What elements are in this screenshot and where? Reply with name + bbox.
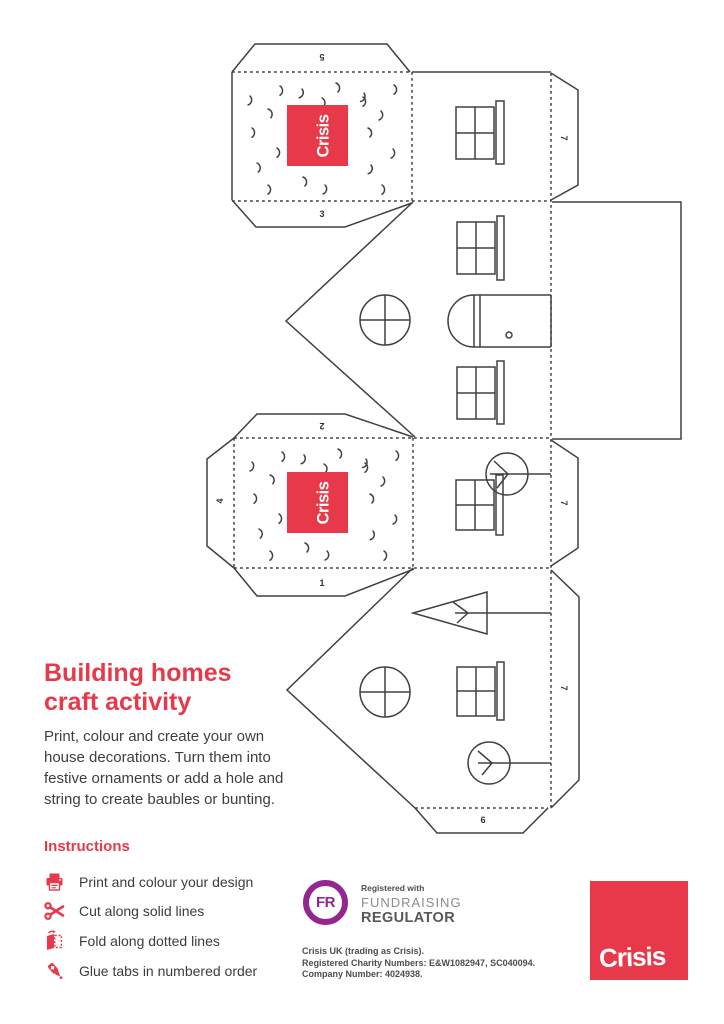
- glue-tab-number-7b: 7: [559, 500, 569, 506]
- glue-icon: [44, 960, 68, 982]
- crisis-roof-logo-text: Crisis: [314, 481, 333, 524]
- crescent-mark: [363, 97, 366, 106]
- instructions-heading: Instructions: [44, 838, 130, 855]
- house1-features: [360, 101, 551, 424]
- legal-line: Company Number: 4024938.: [302, 969, 423, 980]
- crescent-mark: [381, 477, 385, 487]
- crescent-mark: [250, 462, 254, 472]
- fr-circle-logo: [303, 880, 348, 925]
- glue-tab-number-7c: 7: [559, 685, 569, 691]
- instructions-section: [44, 838, 257, 985]
- regulator-label: REGULATOR: [361, 910, 456, 926]
- crescent-mark: [370, 531, 375, 541]
- legal-text: [302, 946, 535, 981]
- window-sill: [496, 101, 504, 164]
- instruction-label: Fold along dotted lines: [79, 932, 220, 949]
- fundraising-label: FUNDRAISING: [361, 895, 462, 910]
- crescent-mark: [325, 551, 329, 561]
- fr-badge-text: [361, 880, 462, 926]
- crescent-mark: [393, 515, 397, 525]
- instructions-list: [44, 867, 257, 985]
- crisis-roof-logo-2: [287, 472, 348, 533]
- title-line-2: craft activity: [44, 688, 192, 716]
- fold-icon: [44, 930, 68, 952]
- crescent-mark: [268, 185, 271, 194]
- legal-line: Registered Charity Numbers: E&W1082947, SC040094.: [302, 957, 536, 968]
- pine-tree-gable2: [413, 592, 551, 634]
- registered-with-label: Registered with: [361, 883, 425, 893]
- crescent-mark: [368, 165, 373, 175]
- crescent-mark: [305, 542, 309, 552]
- crescent-mark: [270, 474, 275, 484]
- gable2-outline: [287, 568, 415, 808]
- intro-body-line: string to create baubles or bunting.: [44, 791, 275, 808]
- crescent-mark: [370, 493, 374, 503]
- crescent-mark: [391, 149, 395, 159]
- crescent-mark: [379, 111, 383, 121]
- glue-tab-number-5: 5: [319, 52, 325, 62]
- title-line-1: Building homes: [44, 659, 232, 687]
- crisis-logo: [590, 881, 688, 980]
- crescent-mark: [279, 514, 282, 523]
- crescent-mark: [299, 89, 304, 99]
- scissors-icon: [44, 900, 68, 922]
- fundraising-regulator-badge: [303, 880, 462, 926]
- glue-tab-number-6: 6: [480, 815, 486, 825]
- crescent-mark: [365, 463, 368, 472]
- instruction-label: Print and colour your design: [79, 873, 254, 890]
- crescent-mark: [384, 551, 387, 560]
- intro-section: [44, 659, 283, 810]
- crisis-roof-logo-text: Crisis: [314, 114, 333, 157]
- glue-tab-number-2: 2: [319, 421, 325, 431]
- crescent-mark: [338, 448, 342, 458]
- instruction-item-fold: [44, 926, 257, 956]
- crescent-mark: [303, 176, 307, 186]
- window-gable1-lower: [457, 361, 504, 424]
- window-gable1-upper: [457, 216, 504, 280]
- intro-body: [44, 726, 283, 810]
- instruction-item-cut: [44, 897, 257, 927]
- round-window-gable1: [360, 295, 410, 345]
- crisis-roof-logo-1: [287, 105, 348, 166]
- crescent-mark: [368, 127, 372, 137]
- window-sill: [497, 361, 504, 424]
- intro-body-line: festive ornaments or add a hole and: [44, 770, 284, 787]
- instruction-item-glue: [44, 956, 257, 986]
- crescent-mark: [248, 96, 252, 106]
- crescent-mark: [268, 108, 273, 118]
- intro-body-line: house decorations. Turn them into: [44, 749, 271, 766]
- crescent-mark: [277, 148, 280, 157]
- crescent-mark: [396, 451, 399, 460]
- window-sill: [497, 216, 504, 280]
- crescent-mark: [394, 85, 397, 94]
- roof-flap-outline: [552, 202, 681, 439]
- crescent-mark: [254, 494, 257, 503]
- instruction-label: Glue tabs in numbered order: [79, 962, 258, 979]
- crisis-logo-text: Crisis: [598, 940, 666, 974]
- crescent-mark: [280, 86, 283, 95]
- bush-gable2: [468, 742, 551, 784]
- crescent-mark: [270, 551, 273, 560]
- door-knob: [506, 332, 512, 338]
- crescent-mark: [323, 185, 327, 195]
- fr-initials: FR: [316, 894, 335, 911]
- instruction-label: Cut along solid lines: [79, 903, 205, 920]
- house2-features: [360, 453, 551, 784]
- front-door: [448, 295, 551, 347]
- glue-tab-number-3: 3: [319, 209, 325, 219]
- intro-body-line: Print, colour and create your own: [44, 728, 265, 745]
- glue-tab-number-4: 4: [215, 498, 225, 504]
- page-title: [44, 659, 283, 717]
- crescent-mark: [301, 455, 306, 465]
- printer-icon: [44, 871, 68, 893]
- window-sill: [497, 662, 504, 720]
- legal-line: Crisis UK (trading as Crisis).: [302, 946, 425, 956]
- crescent-mark: [336, 82, 340, 92]
- crescent-mark: [259, 529, 263, 538]
- window-gable2: [457, 662, 504, 720]
- crescent-mark: [382, 185, 385, 194]
- glue-tab-number-1: 1: [319, 578, 325, 588]
- glue-tab-number-7a: 7: [559, 135, 569, 141]
- instruction-item-print: [44, 867, 257, 897]
- crescent-mark: [257, 163, 261, 172]
- window-upper-wall1: [456, 101, 504, 164]
- window-wall2: [456, 475, 503, 535]
- crescent-mark: [252, 128, 255, 137]
- round-window-gable2: [360, 667, 410, 717]
- crescent-mark: [282, 452, 285, 461]
